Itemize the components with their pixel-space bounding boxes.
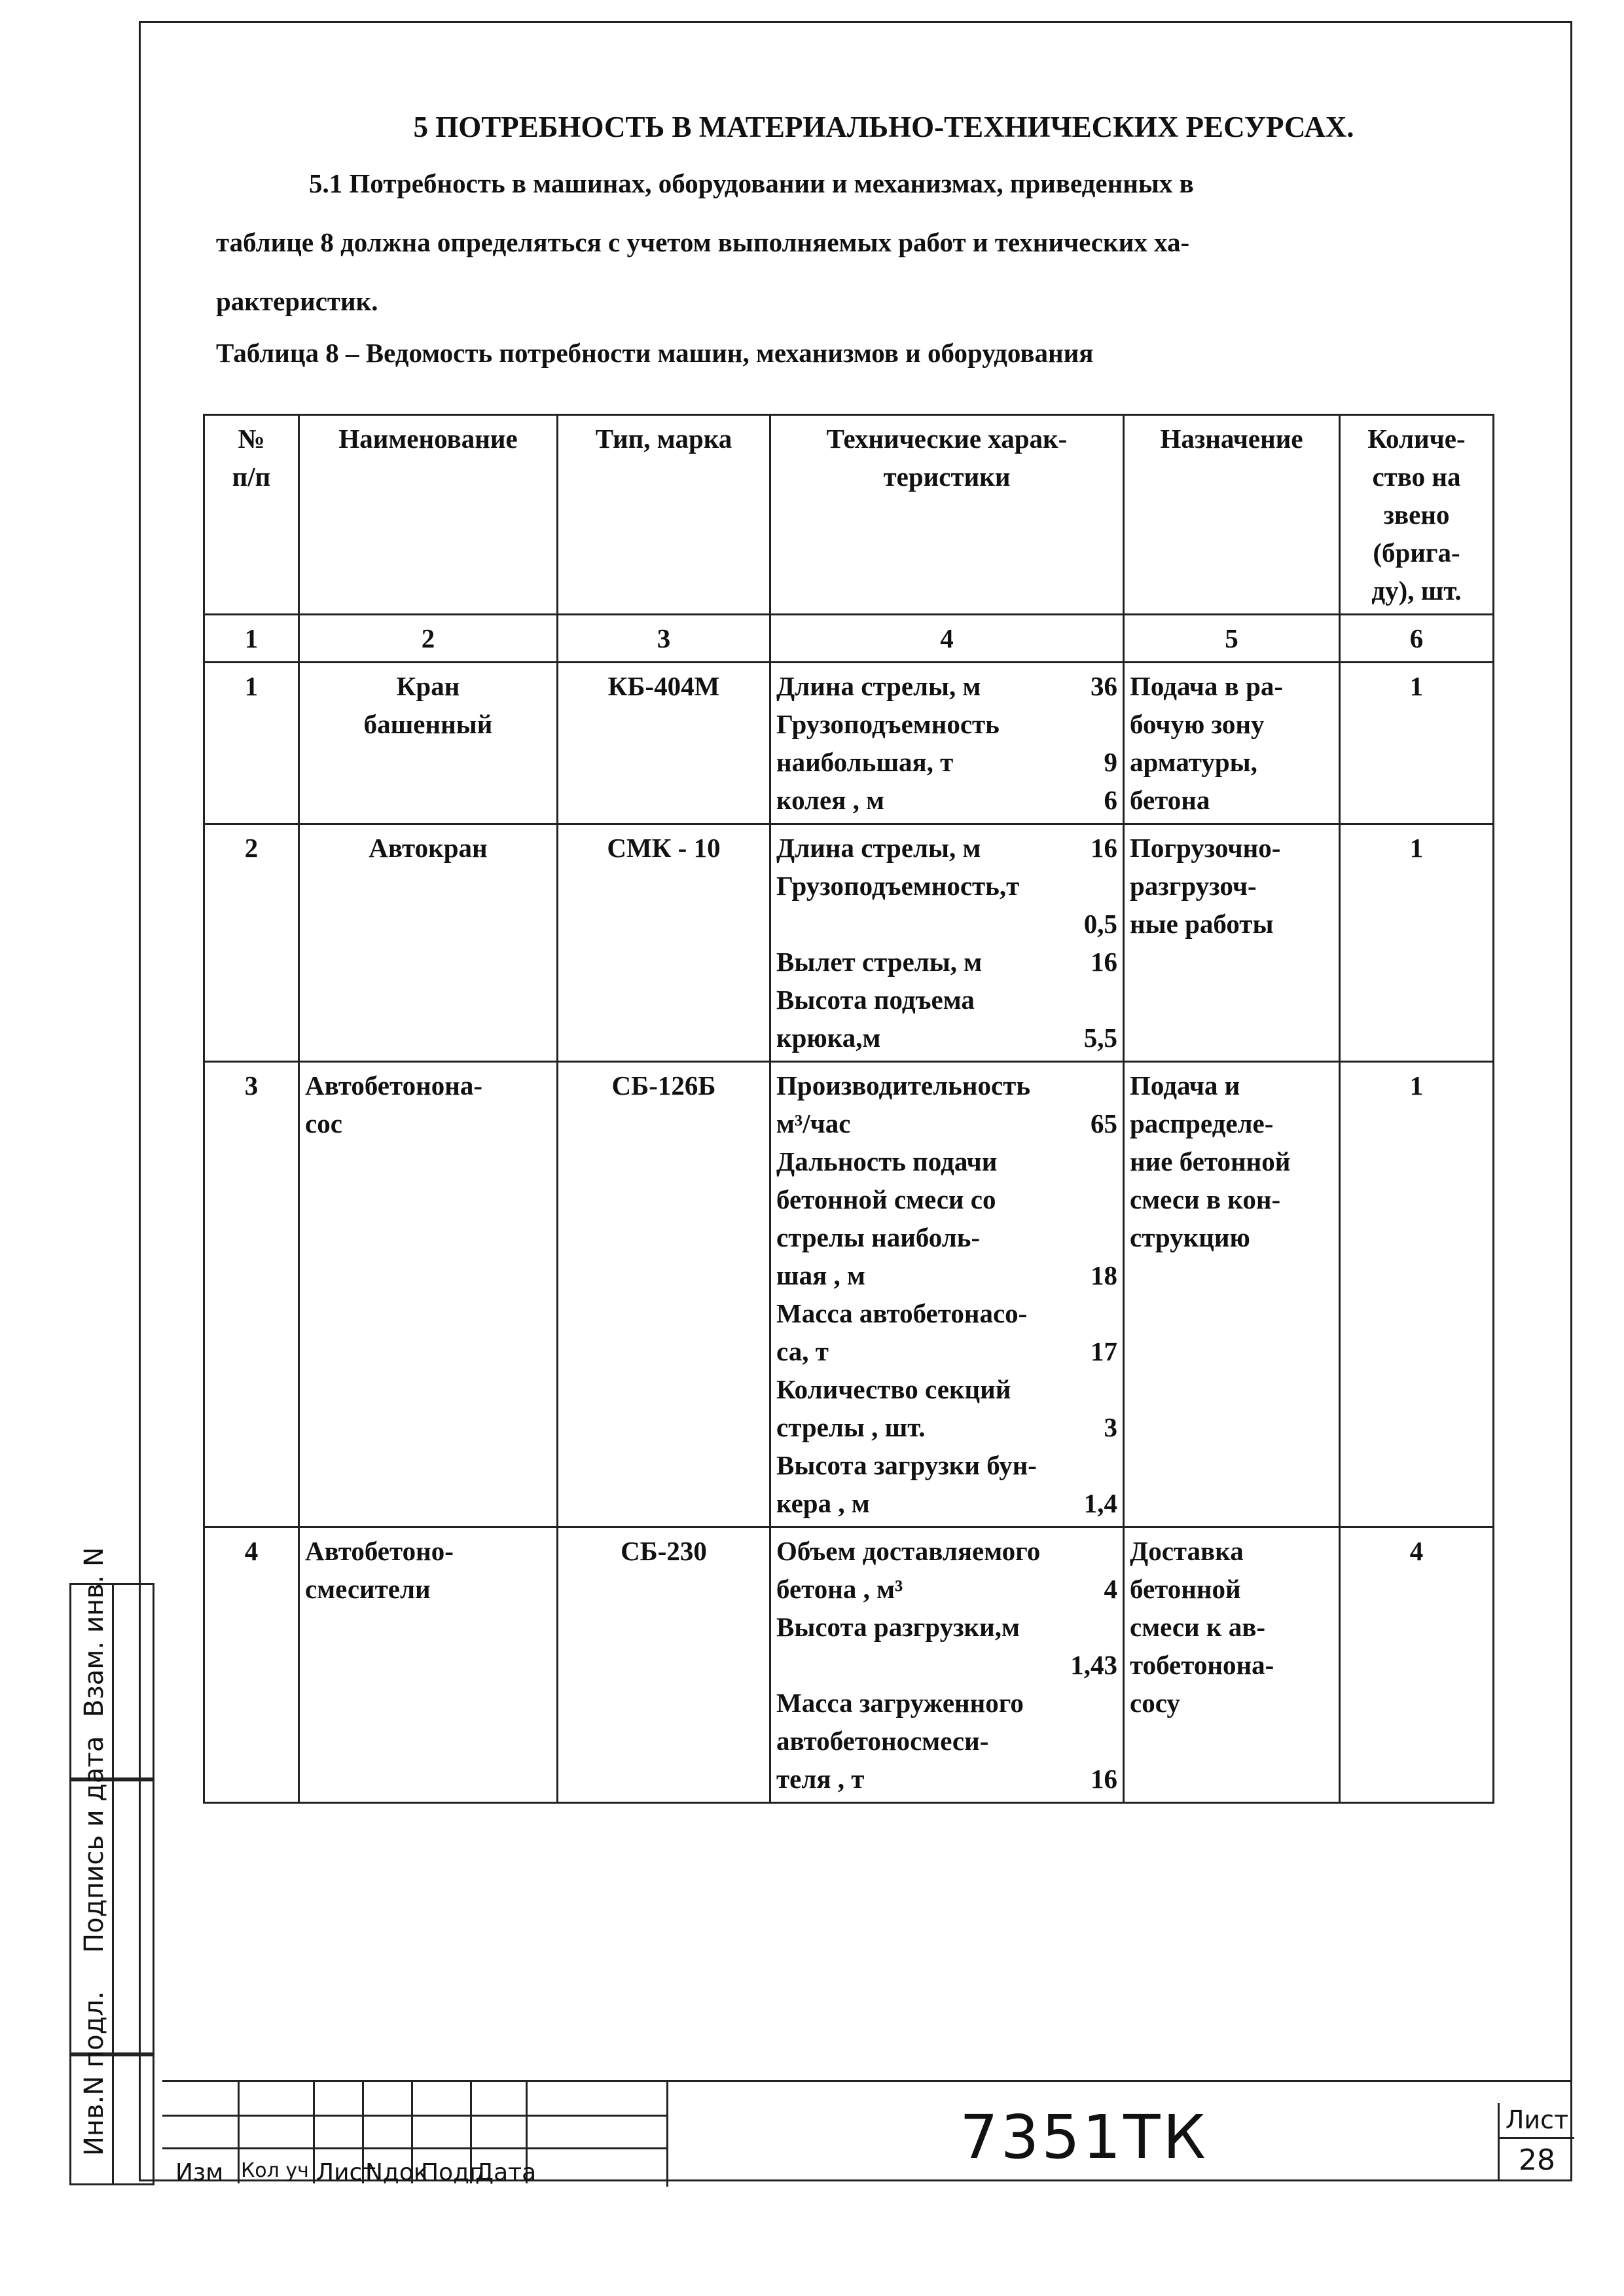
label-list: Лист — [316, 2159, 376, 2186]
stamp-inv-podl: Инв.N подл. — [69, 2054, 154, 2185]
label-data: Дата — [475, 2159, 537, 2186]
paragraph-line-2: таблице 8 должна определяться с учетом выполняемых работ и технических ха- — [216, 227, 1190, 257]
document-code: 7351ТК — [666, 2088, 1500, 2187]
table-row — [204, 824, 1494, 1062]
quantity: 4 — [1340, 1527, 1494, 1803]
quantity: 1 — [1340, 663, 1494, 824]
technical-specs: Длина стрелы, м 36 Грузоподъемность наибольшая, т 9 колея , м 6 — [770, 663, 1124, 824]
technical-specs: Объем доставляемого бетона , м³ 4 Высота разгрузки,м 1,43 Масса загруженного автобетоносмеси- теля , т 16 — [770, 1527, 1124, 1803]
sheet-box — [1498, 2103, 1574, 2181]
col-number: 2 — [299, 615, 558, 663]
section-heading: 5 ПОТРЕБНОСТЬ В МАТЕРИАЛЬНО-ТЕХНИЧЕСКИХ РЕСУРСАХ. — [413, 111, 1354, 143]
paragraph-line-3: рактеристик. — [216, 286, 378, 316]
row-number: 2 — [204, 824, 299, 1062]
intro-paragraph — [216, 154, 1460, 331]
revision-grid — [162, 2082, 666, 2186]
equipment-table — [203, 414, 1494, 1804]
equipment-type: СБ-126Б — [558, 1062, 770, 1527]
equipment-type: СМК - 10 — [558, 824, 770, 1062]
col-number: 4 — [770, 615, 1124, 663]
row-number: 1 — [204, 663, 299, 824]
table-row — [204, 1527, 1494, 1803]
label-podp: Подп. — [421, 2159, 492, 2186]
header-purpose: Назначение — [1124, 415, 1340, 615]
col-number: 6 — [1340, 615, 1494, 663]
label-ndok: Nдок — [365, 2159, 428, 2186]
technical-specs: Производительность м³/час 65 Дальность подачи бетонной смеси со стрелы наиболь- шая , м 18 Масса автобетонасо- са, т 17 Количество секций стрелы , шт. 3 Высота загрузки бун- кера , м 1,4 — [770, 1062, 1124, 1527]
column-number-row — [204, 615, 1494, 663]
col-number: 1 — [204, 615, 299, 663]
row-number: 4 — [204, 1527, 299, 1803]
header-type: Тип, марка — [558, 415, 770, 615]
sheet-number: 28 — [1519, 2143, 1555, 2177]
equipment-purpose: Подача в ра- бочую зону арматуры, бетона — [1124, 663, 1340, 824]
header-name: Наименование — [299, 415, 558, 615]
header-qty: Количе- ство на звено (брига- ду), шт. — [1340, 415, 1494, 615]
equipment-name: Автобетонона- сос — [299, 1062, 558, 1527]
label-kol-uch: Кол уч — [241, 2159, 309, 2182]
header-tech: Технические харак- теристики — [770, 415, 1124, 615]
equipment-type: КБ-404М — [558, 663, 770, 824]
table-row — [204, 663, 1494, 824]
table-caption: Таблица 8 – Ведомость потребности машин, механизмов и оборудования — [216, 338, 1094, 368]
col-number: 5 — [1124, 615, 1340, 663]
equipment-name: Кран башенный — [299, 663, 558, 824]
equipment-purpose: Доставка бетонной смеси к ав- тобетонона- сосу — [1124, 1527, 1340, 1803]
quantity: 1 — [1340, 824, 1494, 1062]
sheet-label: Лист — [1500, 2103, 1574, 2139]
technical-specs: Длина стрелы, м 16 Грузоподъемность,т 0,5 Вылет стрелы, м 16 Высота подъема крюка,м 5,5 — [770, 824, 1124, 1062]
equipment-name: Автобетоно- смесители — [299, 1527, 558, 1803]
equipment-purpose: Подача и распределе- ние бетонной смеси в кон- струкцию — [1124, 1062, 1340, 1527]
equipment-type: СБ-230 — [558, 1527, 770, 1803]
equipment-name: Автокран — [299, 824, 558, 1062]
equipment-purpose: Погрузочно- разгрузоч- ные работы — [1124, 824, 1340, 1062]
table-header-row — [204, 415, 1494, 615]
stamp-vzam-inv: Взам. инв. N — [69, 1583, 154, 1779]
col-number: 3 — [558, 615, 770, 663]
paragraph-line-1: 5.1 Потребность в машинах, оборудовании и механизмах, приведенных в — [309, 168, 1194, 198]
table-row — [204, 1062, 1494, 1527]
quantity: 1 — [1340, 1062, 1494, 1527]
stamp-podpis-data: Подпись и дата — [69, 1779, 154, 2054]
row-number: 3 — [204, 1062, 299, 1527]
label-izm: Изм — [175, 2159, 224, 2186]
header-num: № п/п — [204, 415, 299, 615]
